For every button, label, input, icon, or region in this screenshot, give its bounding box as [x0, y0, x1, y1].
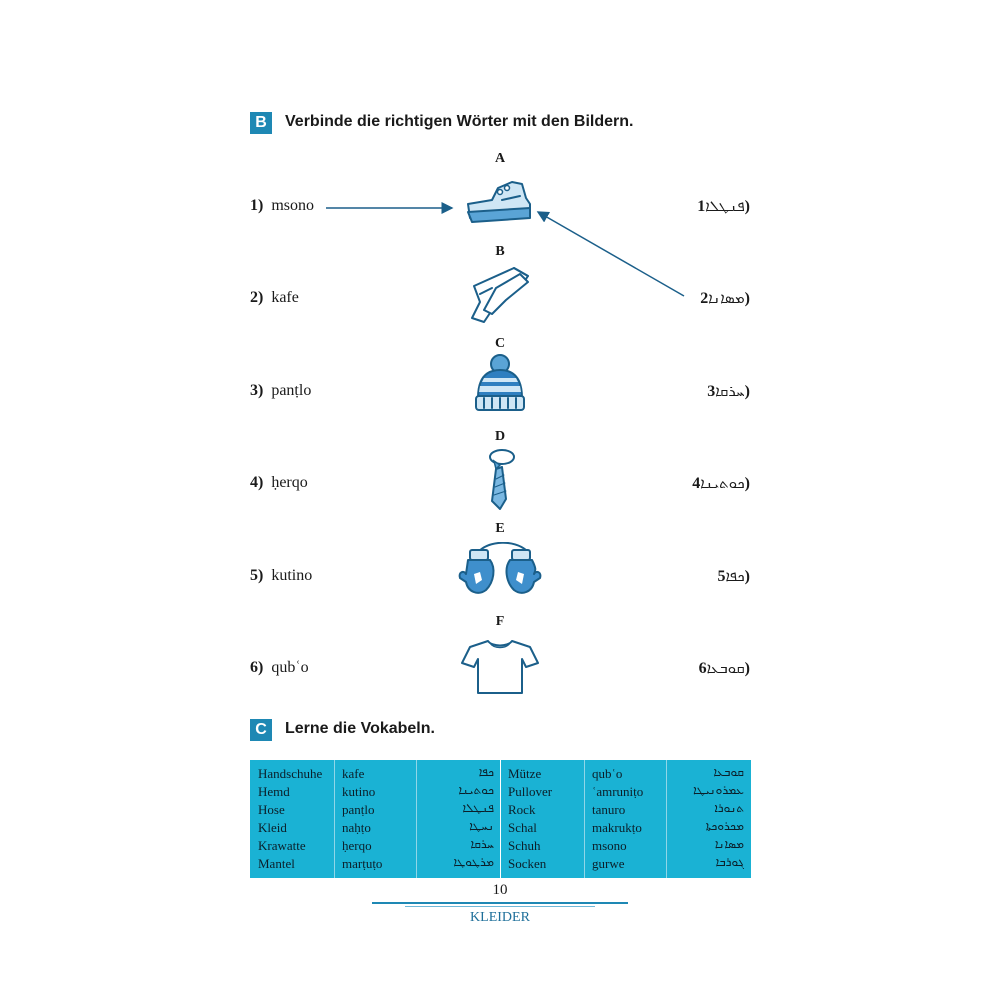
vocab-syr: ܬܢܘܪܐ: [714, 801, 744, 815]
vocab-syr: ܥܡܪܘܢܝܛܐ: [693, 783, 744, 797]
vocab-tr: kafe: [342, 766, 365, 781]
vocab-syr: ܡܟܪܘܟܬܐ: [705, 819, 744, 833]
left-word-1: 1) msono: [250, 197, 314, 214]
vocab-tr: kutino: [342, 784, 376, 799]
vocab-de: Socken: [508, 856, 547, 871]
left-word-2: 2) kafe: [250, 289, 299, 306]
vocab-de: Kleid: [258, 820, 287, 835]
vocab-tr: ʿamruniṭo: [592, 784, 644, 799]
vocab-de: Handschuhe: [258, 766, 323, 781]
right-word-5: ܟܦܐ5): [717, 567, 750, 585]
vocab-syr: ܡܪܛܘܛܐ: [453, 855, 494, 869]
picture-letter-f: F: [495, 614, 505, 629]
vocab-syr: ܓܘܪܒܐ: [715, 855, 744, 869]
example-arrows: [320, 196, 700, 306]
picture-letter-c: C: [494, 336, 506, 351]
vocab-tr: panṭlo: [342, 802, 375, 817]
section-b-title: Verbinde die richtigen Wörter mit den Bildern.: [285, 113, 634, 130]
vocab-tr: marṭuṭo: [342, 856, 383, 871]
vocab-tr: msono: [592, 838, 627, 853]
section-b-badge: B: [250, 112, 272, 134]
right-word-6: ܩܘܒܥܐ6): [698, 659, 750, 677]
left-word-3: 3) panṭlo: [250, 382, 312, 399]
vocab-de: Rock: [508, 802, 536, 817]
vocab-syr: ܚܪܩܐ: [470, 837, 494, 851]
vocab-tr: makrukṭo: [592, 820, 642, 835]
vocab-tr: tanuro: [592, 802, 626, 817]
right-word-2: ܡܣܐܢܐ2): [700, 289, 750, 307]
vocab-de: Krawatte: [258, 838, 306, 853]
vocabulary-divider: [500, 760, 501, 878]
vocab-syr: ܡܣܐܢܐ: [714, 837, 744, 851]
arrow-msono-syriac-to-a: [538, 212, 684, 296]
vocab-de: Schuh: [508, 838, 541, 853]
vocab-syr: ܟܘܬܝܢܐ: [458, 783, 494, 797]
vocab-syr: ܟܦܐ: [478, 765, 494, 779]
vocab-de: Mantel: [258, 856, 295, 871]
left-word-5: 5) kutino: [250, 567, 313, 584]
chapter-title: KLEIDER: [470, 910, 530, 925]
vocab-syr: ܢܚܛܐ: [469, 819, 494, 833]
vocab-syr: ܩܘܒܥܐ: [713, 765, 744, 779]
right-word-1: ܦܢܛܠܐ1): [697, 197, 750, 215]
picture-letter-e: E: [495, 521, 505, 536]
right-word-3: ܚܪܩܐ3): [707, 382, 750, 400]
vocab-syr: ܦܢܛܠܐ: [462, 801, 494, 815]
right-word-4: ܟܘܬܝܢܐ4): [692, 474, 750, 492]
vocab-tr: ḥerqo: [342, 838, 372, 853]
footer-rule: [372, 902, 628, 904]
footer-rule-thin: [405, 906, 595, 907]
section-c-title: Lerne die Vokabeln.: [285, 720, 435, 737]
left-word-6: 6) qubʿo: [250, 659, 309, 676]
vocab-de: Schal: [508, 820, 537, 835]
picture-letter-a: A: [494, 151, 506, 166]
beanie-icon: [472, 352, 528, 414]
vocab-tr: qubʿo: [592, 766, 623, 781]
vocab-tr: naḥṭo: [342, 820, 371, 835]
picture-letter-d: D: [494, 429, 506, 444]
necktie-icon: [482, 447, 518, 513]
vocab-de: Pullover: [508, 784, 553, 799]
vocabulary-table: [250, 760, 751, 878]
left-word-4: 4) ḥerqo: [250, 474, 308, 491]
vocab-de: Mütze: [508, 766, 542, 781]
picture-letter-b: B: [495, 244, 505, 259]
vocab-de: Hose: [258, 802, 285, 817]
vocab-de: Hemd: [258, 784, 290, 799]
mittens-icon: [456, 542, 544, 602]
vocab-tr: gurwe: [592, 856, 625, 871]
tshirt-icon: [460, 637, 540, 697]
section-c-badge: C: [250, 719, 272, 741]
page-number: 10: [492, 882, 508, 898]
